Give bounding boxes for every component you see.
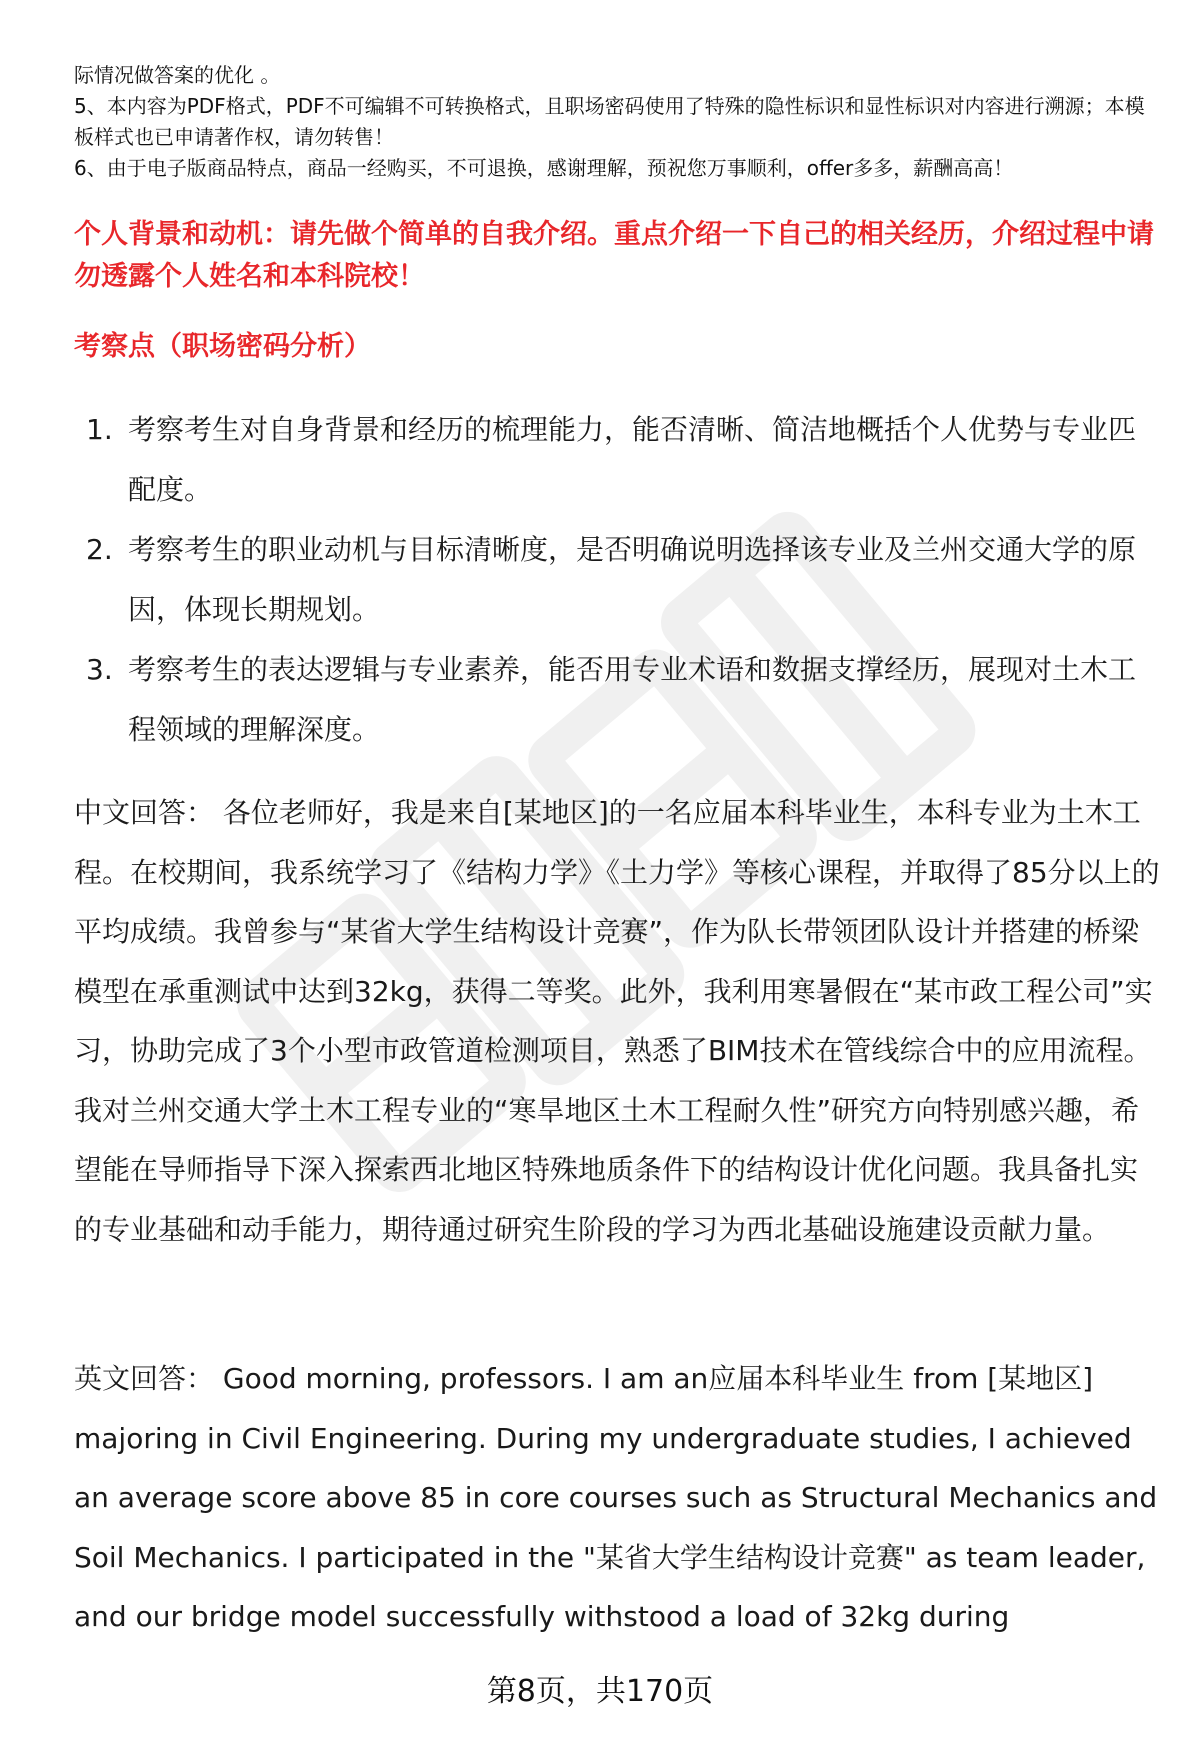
english-answer: 英文回答： Good morning, professors. I am an应届本科毕业生 from [某地区] majoring in Civil Engineering. During my undergraduate studies, I achieved an average score above 85 in core courses such as Structural Mechanics and Soil Mechanics. I participated in the "某省大学生结构设计竞赛" as team leader, and our bridge model successfully withstood a load of 32kg during <box>74 1362 1158 1633</box>
analysis-list <box>74 400 1154 760</box>
list-number: 1. <box>86 413 113 446</box>
question-heading: 个人背景和动机：请先做个简单的自我介绍。重点介绍一下自己的相关经历，介绍过程中请勿透露个人姓名和本科院校！ <box>74 219 1154 292</box>
page-number: 第8页，共170页 <box>486 1674 714 1709</box>
chinese-answer: 中文回答： 各位老师好，我是来自[某地区]的一名应届本科毕业生，本科专业为土木工程。在校期间，我系统学习了《结构力学》《土力学》等核心课程，并取得了85分以上的平均成绩。我曾参与“某省大学生结构设计竞赛”，作为队长带领团队设计并搭建的桥梁模型在承重测试中达到32kg，获得二等奖。此外，我利用寒暑假在“某市政工程公司”实习，协助完成了3个小型市政管道检测项目，熟悉了BIM技术在管线综合中的应用流程。我对兰州交通大学土木工程专业的“寒旱地区土木工程耐久性”研究方向特别感兴趣，希望能在导师指导下深入探索西北地区特殊地质条件下的结构设计优化问题。我具备扎实的专业基础和动手能力，期待通过研究生阶段的学习为西北基础设施建设贡献力量。 <box>74 796 1160 1246</box>
intro-notes <box>74 60 1164 184</box>
list-text: 考察考生的职业动机与目标清晰度，是否明确说明选择该专业及兰州交通大学的原因，体现长期规划。 <box>128 533 1137 626</box>
list-item <box>74 640 1154 760</box>
intro-line: 5、本内容为PDF格式，PDF不可编辑不可转换格式，且职场密码使用了特殊的隐性标识和显性标识对内容进行溯源；本模板样式也已申请著作权，请勿转售！ <box>74 94 1145 149</box>
analysis-heading: 考察点（职场密码分析） <box>74 331 371 362</box>
list-item <box>74 400 1154 520</box>
intro-line: 6、由于电子版商品特点，商品一经购买，不可退换，感谢理解，预祝您万事顺利，offer多多，薪酬高高！ <box>74 156 1014 180</box>
list-number: 2. <box>86 533 113 566</box>
intro-line: 际情况做答案的优化 。 <box>74 63 281 87</box>
list-number: 3. <box>86 653 113 686</box>
list-item <box>74 520 1154 640</box>
list-text: 考察考生对自身背景和经历的梳理能力，能否清晰、简洁地概括个人优势与专业匹配度。 <box>128 413 1137 506</box>
list-text: 考察考生的表达逻辑与专业素养，能否用专业术语和数据支撑经历，展现对土木工程领域的理解深度。 <box>128 653 1137 746</box>
